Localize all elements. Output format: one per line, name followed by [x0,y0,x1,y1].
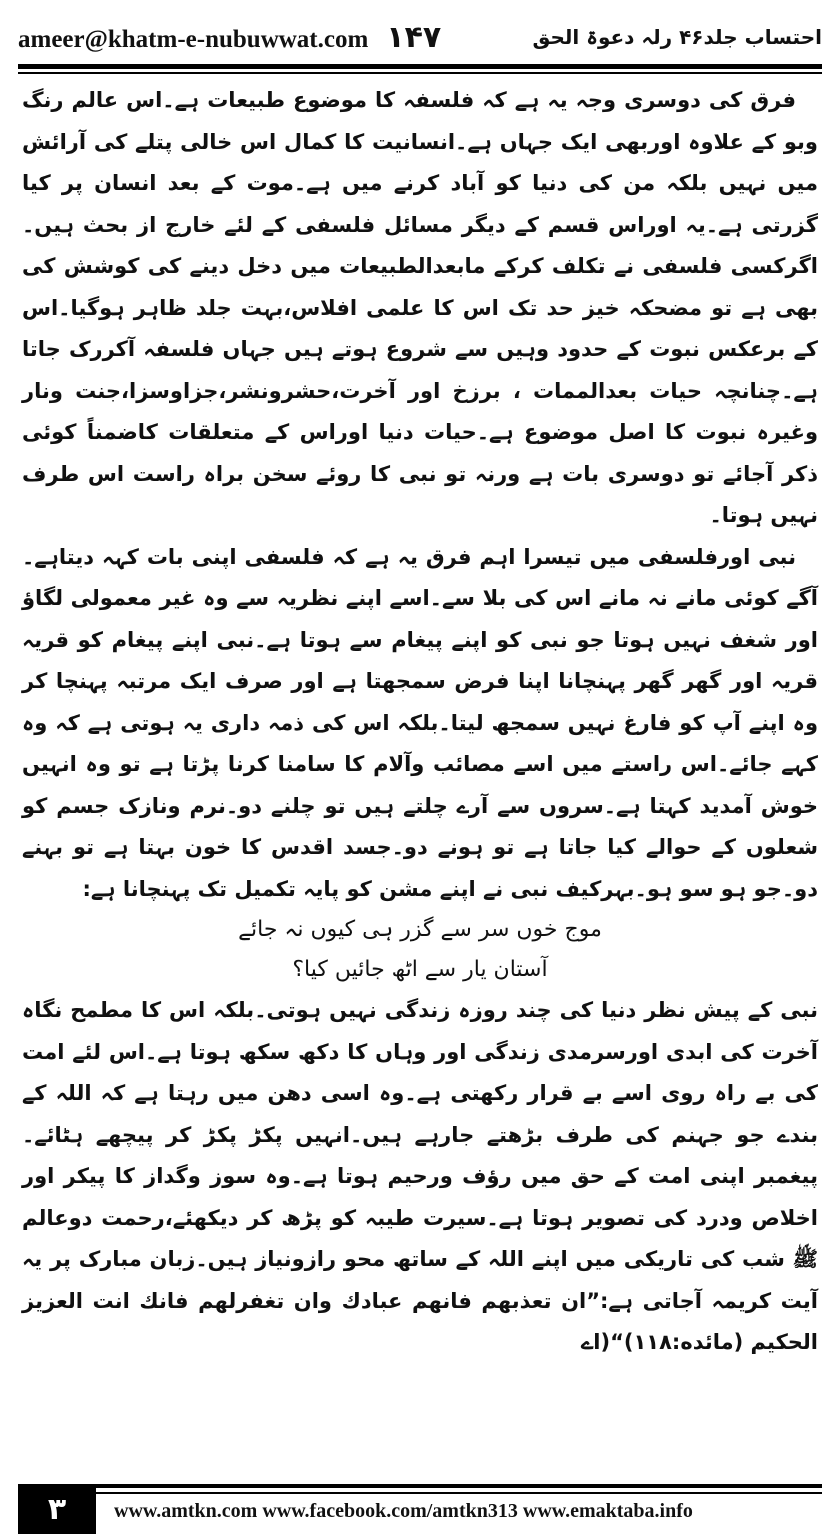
couplet-line-1: موج خوں سر سے گزر ہی کیوں نہ جائے [238,917,602,942]
paragraph-3: نبی کے پیش نظر دنیا کی چند روزہ زندگی نہیں ہوتی۔بلکہ اس کا مطمح نگاہ آخرت کی ابدی اورسرمدی زندگی اور وہاں کا دکھ سکھ ہوتا ہے۔اس لئے امت کی بے راہ روی اسے بے قرار رکھتی ہے۔وہ اسی دھن میں رہتا ہے کہ اللہ کے بندے جو جہنم کی طرف بڑھتے جارہے ہیں۔انہیں پکڑ پکڑ کر پیچھے ہٹائے۔پیغمبر اپنی امت کے حق میں رؤف ورحیم ہوتا ہے۔وہ سوز وگداز کا پیکر اور اخلاص ودرد کی تصویر ہوتا ہے۔سیرت طیبہ کو پڑھ کر دیکھئے،رحمت دوعالم ﷺ شب کی تاریکی میں اپنے اللہ کے ساتھ محو رازونیاز ہیں۔زبان مبارک پر یہ آیت کریمہ آجاتی ہے:”ان تعذبهم فانهم عبادك وان تغفرلهم فانك انت العزيز الحكيم (مائده:۱۱۸)“(اے [22,998,818,1354]
paragraph-2: نبی اورفلسفی میں تیسرا اہم فرق یہ ہے کہ فلسفی اپنی بات کہہ دیتاہے۔آگے کوئی مانے نہ مانے اس کی بلا سے۔اسے اپنے نظریہ سے وہ غیر معمولی لگاؤ اور شغف نہیں ہوتا جو نبی کو اپنے پیغام سے ہوتا ہے۔نبی اپنے پیغام کو قریہ قریہ اور گھر گھر پہنچانا اپنا فرض سمجھتا ہے اور صرف ایک مرتبہ پہنچا کر وہ اپنے آپ کو فارغ نہیں سمجھ لیتا۔بلکہ اس کی ذمہ داری یہ ہوتی ہے کہ وہ کہے جائے۔اس راستے میں اسے مصائب وآلام کا سامنا کرنا پڑتا ہے تو وہ انہیں خوش آمدید کہتا ہے۔سروں سے آرے چلتے ہیں تو چلنے دو۔نرم ونازک جسم کو شعلوں کے حوالے کیا جاتا ہے تو ہونے دو۔جسد اقدس کا خون بہتا ہے تو بہنے دو۔جو ہو سو ہو۔بہرکیف نبی نے اپنے مشن کو پایہ تکمیل تک پہنچانا ہے: [22,544,818,901]
couplet-line-2: آستان یار سے اٹھ جائیں کیا؟ [292,957,548,982]
footer-page-label: ۳ [47,1491,67,1527]
footer-page-box [18,1484,96,1534]
footer-rule-thin [96,1492,822,1494]
footer-links: www.amtkn.com www.facebook.com/amtkn313 www.emaktaba.info [114,1500,693,1522]
footer-rule [96,1484,822,1488]
header-title: احتساب جلد۴۶ رلہ دعوۃ الحق [532,25,822,49]
header-left [18,20,441,55]
poetry-couplet [22,910,818,990]
header-page-number: ۱۴۷ [386,19,442,55]
page-header [18,12,822,62]
page-footer [18,1484,822,1534]
header-email: ameer@khatm-e-nubuwwat.com [18,25,369,53]
header-rule-thin [18,72,822,74]
header-rule [18,64,822,69]
page-body [22,80,818,1364]
paragraph-1: فرق کی دوسری وجہ یہ ہے کہ فلسفہ کا موضوع طبیعات ہے۔اس عالم رنگ وبو کے علاوہ اوربھی ایک جہاں ہے۔انسانیت کا کمال اس خالی پتلے کی آرائش میں نہیں بلکہ من کی دنیا کو آباد کرنے میں ہے۔موت کے بعد انسان پر کیا گزرتی ہے۔یہ اوراس قسم کے دیگر مسائل فلسفی کے لئے خارج از بحث ہیں۔اگرکسی فلسفی نے تکلف کرکے مابعدالطبیعات میں دخل دینے کی کوشش کی بھی ہے تو مضحکہ خیز حد تک اس کا علمی افلاس،بہت جلد ظاہر ہوگیا۔اس کے برعکس نبوت کے حدود وہیں سے شروع ہوتے ہیں جہاں فلسفہ آکررک جاتا ہے۔چنانچہ حیات بعدالممات ، برزخ اور آخرت،حشرونشر،جزاوسزا،جنت ونار وغیرہ نبوت کا اصل موضوع ہے۔حیات دنیا اوراس کے متعلقات کاضمناً کوئی ذکر آجائے تو دوسری بات ہے ورنہ تو نبی کا روئے سخن براہ راست اس طرف نہیں ہوتا۔ [22,88,818,527]
